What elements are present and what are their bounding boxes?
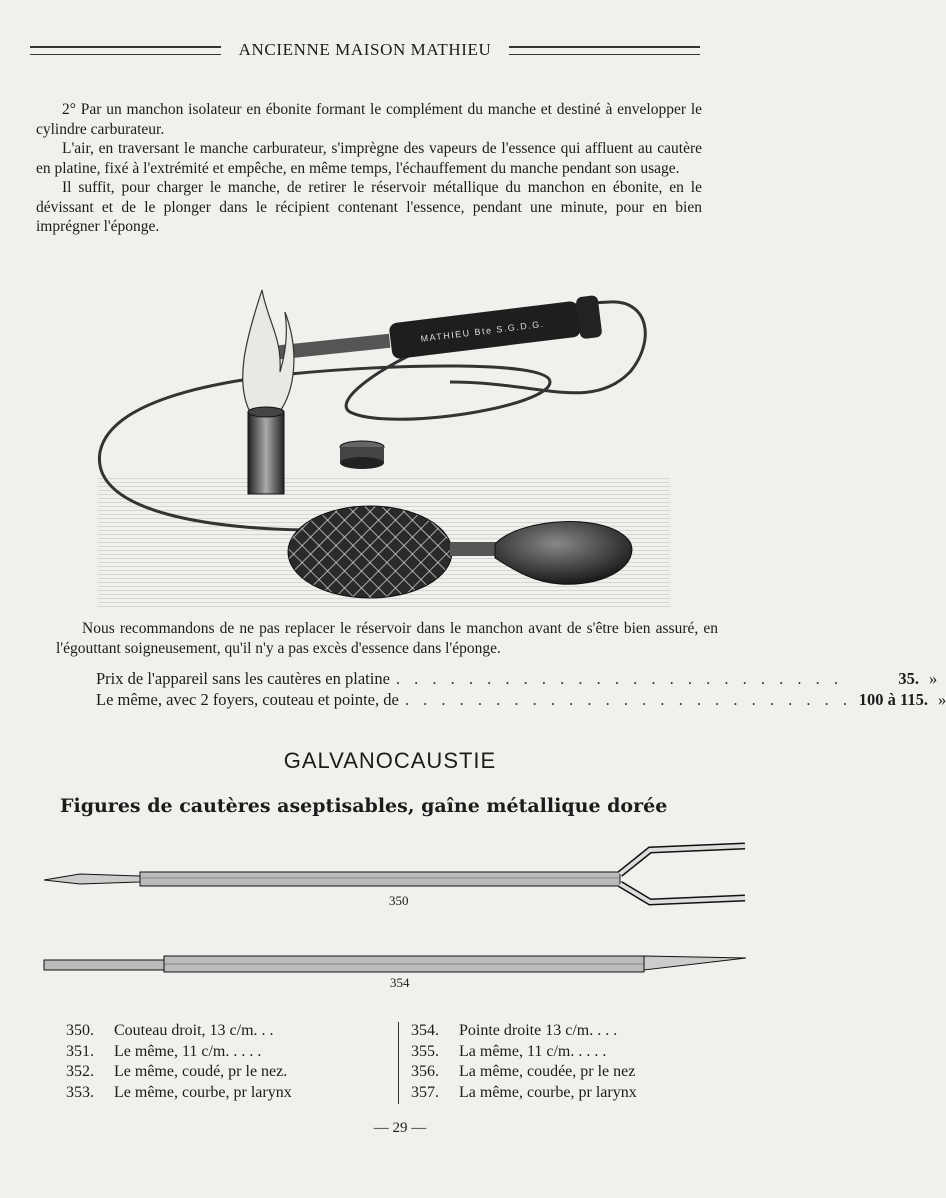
- page-number: — 29 —: [373, 1120, 427, 1136]
- handle-engraving: MATHIEU Bte S.G.D.G.: [419, 318, 546, 344]
- netted-bulb: [288, 506, 452, 598]
- item-number: 352.: [66, 1063, 94, 1080]
- screw-cap: [340, 441, 384, 469]
- item-number: 354.: [411, 1022, 439, 1039]
- paragraph-1: 2° Par un manchon isolateur en ébonite formant le complément du manche et destiné à envelopper le cylindre carburateur.: [36, 101, 702, 138]
- section-title: GALVANOCAUSTIE: [283, 748, 497, 773]
- price-list: [96, 669, 946, 711]
- item-text: La même, courbe, pr larynx: [459, 1083, 637, 1101]
- paragraph-2: L'air, en traversant le manche carburateur, s'imprègne des vapeurs de l'essence qui affluent au cautère en platine, fixé à l'extrémité et empêche, en même temps, l'échauffement du manche pendant son usage.: [36, 140, 702, 177]
- list-item: [411, 1043, 711, 1064]
- figure-number-354: 354: [390, 975, 410, 990]
- price-row: [96, 690, 946, 711]
- price-value: 100 à 115.: [858, 690, 928, 709]
- flame: [243, 290, 294, 414]
- list-item: [411, 1084, 711, 1105]
- recommendation-paragraph: Nous recommandons de ne pas replacer le réservoir dans le manchon avant de s'être bien assuré, en l'égouttant soigneusement, qu'il n'y a pas excès d'essence dans l'éponge.: [56, 620, 718, 657]
- price-label: Prix de l'appareil sans les cautères en platine: [96, 669, 390, 688]
- item-text: La même, coudée, pr le nez: [459, 1063, 636, 1080]
- item-number: 350.: [66, 1022, 94, 1039]
- item-number: 351.: [66, 1042, 94, 1060]
- item-text: La même, 11 c/m. . . . .: [459, 1042, 607, 1060]
- cautery-point-figure: [40, 938, 752, 978]
- price-row: [96, 669, 938, 690]
- recommendation-text: [56, 619, 718, 658]
- price-mark: »: [929, 669, 938, 688]
- header-title: ANCIENNE MAISON MATHIEU: [238, 40, 492, 59]
- price-label: Le même, avec 2 foyers, couteau et pointe, de: [96, 690, 399, 709]
- list-item: [411, 1022, 711, 1043]
- item-number: 353.: [66, 1083, 94, 1101]
- paragraph-3: Il suffit, pour charger le manche, de retirer le réservoir métallique du manchon en ébonite, en le dévissant et de le plonger dans le récipient contenant l'essence, pendant une minute, pour en bien imprégner l'éponge.: [36, 179, 702, 235]
- item-text: Le même, courbe, pr larynx: [114, 1083, 292, 1101]
- list-item: [411, 1063, 711, 1084]
- cautery-knife-figure: [40, 832, 752, 896]
- item-list-right: [398, 1022, 711, 1104]
- item-number: 357.: [411, 1083, 439, 1101]
- item-text: Le même, 11 c/m. . . . .: [114, 1042, 262, 1060]
- item-text: Le même, coudé, pr le nez.: [114, 1063, 288, 1080]
- list-item: [66, 1043, 386, 1064]
- section-subtitle: Figures de cautères aseptisables, gaîne métallique dorée: [60, 795, 668, 817]
- figure-number-350: 350: [389, 893, 409, 908]
- header-rule-right: [509, 46, 700, 55]
- list-item: [66, 1063, 386, 1084]
- list-item: [66, 1084, 386, 1105]
- page-header: [30, 38, 700, 62]
- price-mark: »: [937, 690, 946, 709]
- thermocautery-illustration: [90, 282, 680, 614]
- list-item: [66, 1022, 386, 1043]
- item-number: 356.: [411, 1063, 439, 1080]
- dot-leader: . . . . . . . . . . . . . . . . . . . . . . . . .: [404, 690, 852, 709]
- dot-leader: . . . . . . . . . . . . . . . . . . . . . . . . .: [395, 669, 844, 688]
- price-value: 35.: [898, 669, 920, 688]
- cautery-handle: [270, 295, 603, 360]
- item-text: Couteau droit, 13 c/m. . .: [114, 1022, 274, 1039]
- fuel-cylinder: [248, 412, 284, 494]
- item-number: 355.: [411, 1042, 439, 1060]
- header-rule-left: [30, 46, 221, 55]
- intro-text: [36, 100, 702, 237]
- item-text: Pointe droite 13 c/m. . . .: [459, 1022, 618, 1039]
- item-list-left: [66, 1022, 386, 1104]
